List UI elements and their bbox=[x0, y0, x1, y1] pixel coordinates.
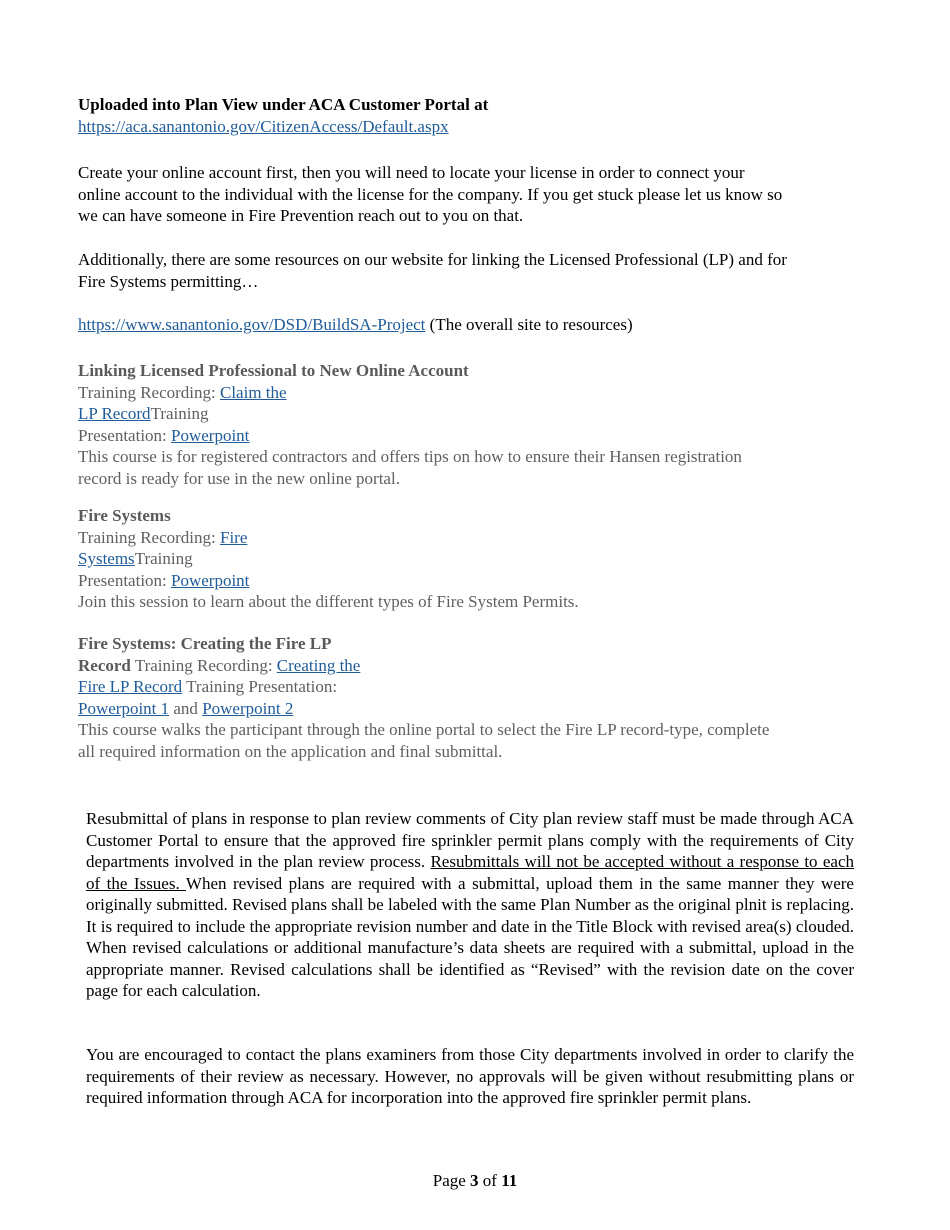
training-recording-line-2 bbox=[78, 548, 858, 570]
training-recording-line bbox=[78, 527, 858, 549]
section-description: all required information on the application and final submittal. bbox=[78, 741, 503, 761]
training-recording-line bbox=[78, 655, 858, 677]
training-recording-line-2 bbox=[78, 403, 858, 425]
creating-fire-lp-link-2[interactable]: Fire LP Record bbox=[78, 677, 183, 696]
label: Presentation: bbox=[78, 570, 172, 590]
intro-p1-line: Create your online account first, then you will need to locate your license in order to connect your bbox=[78, 163, 745, 182]
section-fire-systems bbox=[78, 505, 858, 613]
resubmittal-text-2: When revised plans are required with a submittal, upload them in the same manner they were originally submitted. Revised plans shall be labeled with the same Plan Number as the original plnit is replacing. It is required to include the appropriate revision number and date in the Title Block with revised area(s) clouded. When revised calculations or additional manufacture’s data sheets are required with a submittal, upload in the appropriate manner. Revised calculations shall be identified as “Revised” with the revision date on the cover page for each calculation. bbox=[86, 873, 854, 1000]
powerpoint-link[interactable]: Powerpoint bbox=[171, 570, 250, 590]
label: Training Recording: bbox=[130, 655, 277, 675]
resource-link[interactable]: https://www.sanantonio.gov/DSD/BuildSA-Project bbox=[78, 315, 426, 334]
fire-systems-link[interactable]: Fire bbox=[219, 527, 248, 547]
fire-systems-link-2[interactable]: Systems bbox=[78, 549, 135, 568]
current-page: 3 bbox=[470, 1171, 479, 1190]
label: Presentation: bbox=[78, 425, 172, 445]
presentation-line bbox=[78, 570, 858, 592]
page-label: Page bbox=[432, 1171, 471, 1190]
intro-p2-line: Additionally, there are some resources on our website for linking the Licensed Professional (LP) and for bbox=[78, 250, 787, 269]
section-title-cont: Record bbox=[78, 655, 131, 675]
portal-link[interactable]: https://aca.sanantonio.gov/CitizenAccess/Default.aspx bbox=[78, 117, 449, 136]
section-title: Fire Systems: Creating the Fire LP bbox=[78, 634, 332, 653]
section-description: This course is for registered contractors and offers tips on how to ensure their Hansen registration bbox=[78, 447, 742, 466]
section-description: This course walks the participant through the online portal to select the Fire LP record-type, complete bbox=[78, 720, 770, 739]
section-fire-lp-record bbox=[78, 633, 858, 762]
powerpoint-1-link[interactable]: Powerpoint 1 bbox=[78, 698, 170, 718]
label: and bbox=[169, 698, 203, 718]
intro-paragraph-2 bbox=[78, 249, 854, 292]
resource-line bbox=[78, 314, 633, 336]
claim-lp-record-link-2[interactable]: LP Record bbox=[78, 404, 151, 423]
intro-heading: Uploaded into Plan View under ACA Customer Portal at bbox=[78, 95, 489, 114]
page-number bbox=[0, 1170, 950, 1192]
total-pages: 11 bbox=[501, 1171, 518, 1190]
section-title: Fire Systems bbox=[78, 506, 171, 525]
training-recording-line bbox=[78, 382, 858, 404]
section-description: record is ready for use in the new online portal. bbox=[78, 468, 400, 488]
powerpoint-2-link[interactable]: Powerpoint 2 bbox=[202, 698, 294, 718]
intro-p1-line: we can have someone in Fire Prevention reach out to you on that. bbox=[78, 206, 524, 225]
section-title: Linking Licensed Professional to New Online Account bbox=[78, 361, 469, 380]
label: Training bbox=[134, 549, 193, 568]
resubmittal-paragraph-2: You are encouraged to contact the plans examiners from those City departments involved in order to clarify the requirements of their review as necessary. However, no approvals will be given without resubmitting plans or required information through ACA for incorporation into the approved fire sprinkler permit plans. bbox=[86, 1045, 854, 1107]
resource-note: (The overall site to resources) bbox=[425, 315, 633, 334]
label: Training Presentation: bbox=[182, 677, 338, 696]
label: Training bbox=[150, 404, 209, 423]
section-linking-lp bbox=[78, 360, 858, 489]
powerpoint-links-line bbox=[78, 698, 858, 720]
label: Training Recording: bbox=[78, 382, 220, 402]
powerpoint-link[interactable]: Powerpoint bbox=[171, 425, 250, 445]
creating-fire-lp-link[interactable]: Creating the bbox=[276, 655, 361, 675]
resubmittal-requirement: Resubmittals will not be accepted without a response to each of the Issues. bbox=[86, 852, 854, 893]
section-description: Join this session to learn about the different types of Fire System Permits. bbox=[78, 592, 579, 611]
resubmittal-text: Resubmittal of plans in response to plan review comments of City plan review staff must be made through ACA Customer Portal to ensure that the approved fire sprinkler permit plans comply with the requirements of City departments involved in the plan review process. bbox=[86, 809, 854, 871]
intro-p1-line: online account to the individual with the license for the company. If you get stuck please let us know so bbox=[78, 184, 783, 204]
label: Training Recording: bbox=[78, 527, 220, 547]
intro-paragraph-1 bbox=[78, 162, 854, 227]
claim-lp-record-link[interactable]: Claim the bbox=[219, 382, 287, 402]
intro-p2-line: Fire Systems permitting… bbox=[78, 271, 259, 291]
presentation-line bbox=[78, 425, 858, 447]
of-label: of bbox=[478, 1171, 502, 1190]
resubmittal-paragraph-1 bbox=[86, 808, 854, 1002]
training-presentation-line bbox=[78, 676, 858, 698]
